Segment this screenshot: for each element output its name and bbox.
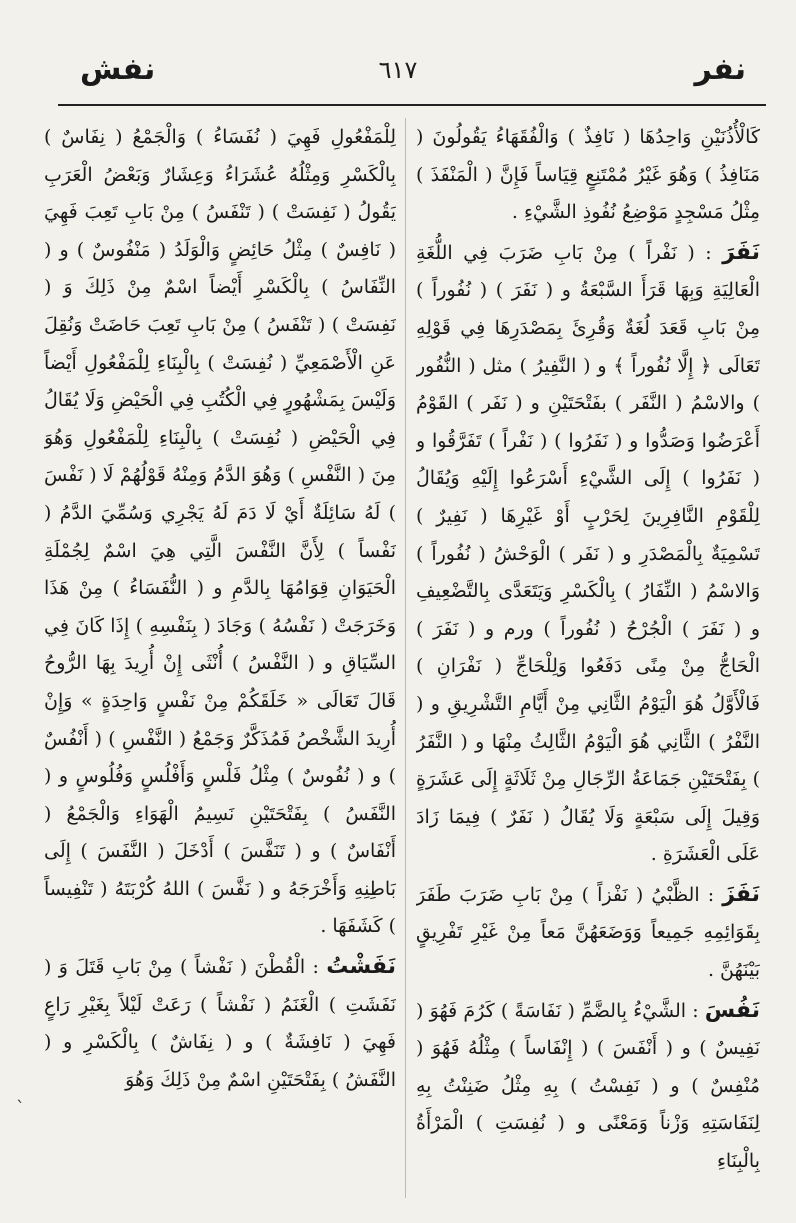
right-column <box>416 118 760 1198</box>
header-right-word: نفر <box>694 52 746 87</box>
entry-text: : الشَّيْءُ بِالضَّمِّ ( نَفَاسَةً ) كَرُمَ فَهُوَ ( نَفِيسٌ ) و ( أَنْفَسَ ) ( إِنْفَاساً ) مِثْلُهُ فَهُوَ ( مُنْفِسٌ ) و ( نَفِسْتُ ) بِهِ مِثْلُ ضَنِنْتُ بِهِ لِنَفَاسَتِهِ وَزْناً وَمَعْنًى و ( نُفِسَتِ ) الْمَرْأَةُ بِالْبِنَاءِ <box>416 999 760 1173</box>
page-number: ٦١٧ <box>378 56 418 84</box>
entry-text: : الْقُطْنَ ( نَفْشاً ) مِنْ بَابِ قَتَلَ وَ ( نَفَشَتِ ) الْغَنَمُ ( نَفْشاً ) رَعَتْ لَيْلاً بِغَيْرِ رَاعٍ فَهِيَ ( نَافِشَةٌ ) و ( نِفَاشٌ ) بِالْكَسْرِ و ( النَّفَشُ ) بِفَتْحَتَيْنِ اسْمٌ مِنْ ذَلِكَ وَهُوَ <box>44 956 396 1091</box>
entry-continuation <box>44 118 396 946</box>
entry-headword: نَفَزَ <box>722 881 760 907</box>
header-rule <box>58 104 766 106</box>
entry-headword: نَفُسَ <box>704 997 760 1023</box>
entry-nafara <box>416 234 760 874</box>
entry-text: لِلْمَفْعُولِ فَهِيَ ( نُفَسَاءُ ) وَالْجَمْعُ ( نِفَاسٌ ) بِالْكَسْرِ وَمِثْلُهُ عُشَرَاءُ وَعِشَارٌ وَبَعْضُ الْعَرَبِ يَقُولُ ( نَفِسَتْ ) ( تَنْفَسُ ) مِنْ بَابِ تَعِبَ فَهِيَ ( نَافِسٌ ) مِثْلُ حَائِضٍ وَالْوَلَدُ ( مَنْفُوسٌ ) و ( النِّفَاسُ ) بِالْكَسْرِ أَيْضاً اسْمٌ مِنْ ذَلِكَ وَ ( نَفِسَتْ ) ( تَنْفَسُ ) مِنْ بَابِ تَعِبَ حَاضَتْ وَنُقِلَ عَنِ الْأَصْمَعِيِّ ( نُفِسَتْ ) بِالْبِنَاءِ لِلْمَفْعُولِ أَيْضاً وَلَيْسَ بِمَشْهُورٍ فِي الْكُتُبِ فِي الْحَيْضِ وَلَا يُقَالُ فِي الْحَيْضِ ( نُفِسَتْ ) بِالْبِنَاءِ لِلْمَفْعُولِ وَهُوَ مِنَ ( النَّفْسِ ) وَهُوَ الدَّمُ وَمِنْهُ قَوْلُهُمْ لَا ( نَفْسَ ) لَهُ سَائِلَةٌ أَيْ لَا دَمَ لَهُ يَجْرِي وَسُمِّيَ الدَّمُ ( نَفْساً ) لِأَنَّ النَّفْسَ الَّتِي هِيَ اسْمٌ لِجُمْلَةِ الْحَيَوَانِ قِوَامُهَا بِالدَّمِ و ( النُّفَسَاءُ ) مِنْ هَذَا وَخَرَجَتْ ( نَفْسُهُ ) وَجَادَ ( بِنَفْسِهِ ) إِذَا كَانَ فِي السِّيَاقِ و ( النَّفْسُ ) أُنْثَى إِنْ أُرِيدَ بِهَا الرُّوحُ قَالَ تَعَالَى « خَلَقَكُمْ مِنْ نَفْسٍ وَاحِدَةٍ » وَإِنْ أُرِيدَ الشَّخْصُ فَمُذَكَّرٌ وَجَمْعُ ( النَّفْسِ ) ( أَنْفُسٌ ) و ( نُفُوسٌ ) مِثْلُ فَلْسٍ وَأَفْلُسٍ وَفُلُوسٍ و ( النَّفَسُ ) بِفَتْحَتَيْنِ نَسِيمُ الْهَوَاءِ وَالْجَمْعُ ( أَنْفَاسٌ ) و ( تَنَفَّسَ ) أَدْخَلَ ( النَّفَسَ ) إِلَى بَاطِنِهِ وَأَخْرَجَهُ و ( نَفَّسَ ) اللهُ كُرْبَتَهُ ( تَنْفِيساً ) كَشَفَهَا . <box>44 126 396 938</box>
column-divider <box>405 118 406 1198</box>
margin-mark: ` <box>16 1098 25 1119</box>
left-column <box>44 118 396 1198</box>
entry-text: : الظَّبْيُ ( نَفْزاً ) مِنْ بَابِ ضَرَبَ طَفَرَ بِقَوَائِمِهِ جَمِيعاً وَوَضَعَهُنَّ مَعاً مِنْ غَيْرِ تَفْرِيقٍ بَيْنَهُنَّ . <box>416 883 760 982</box>
header-left-word: نفش <box>80 52 156 87</box>
running-header <box>40 52 756 96</box>
entry-headword: نَفَرَ <box>722 239 760 265</box>
entry-text: كَالْأُذُنَيْنِ وَاحِدُهَا ( نَافِذٌ ) وَالْفُقَهَاءُ يَقُولُونَ ( مَنَافِذُ ) وَهُوَ غَيْرُ مُمْتَنِعٍ قِيَاساً فَإِنَّ ( الْمَنْفَذَ ) مِثْلُ مَسْجِدٍ مَوْضِعُ نُفُوذِ الشَّيْءِ . <box>416 126 760 224</box>
entry-headword: نَفَشْتُ <box>326 954 396 980</box>
entry-text: : ( نَفْراً ) مِنْ بَابِ ضَرَبَ فِي اللُّغَةِ الْعَالِيَةِ وَبِهَا قَرَأَ السَّبْعَةُ و ( نَفَرَ ) ( نُفُوراً ) مِنْ بَابِ قَعَدَ لُغَةٌ وَقُرِئَ بِمَصْدَرِهَا فِي قَوْلِهِ تَعَالَى ﴿ إِلَّا نُفُوراً ﴾ و ( النَّفِيرُ ) مثل ( النُّفُور ) والاسْمُ ( النَّفَر ) بفَتْحَتَيْنِ و ( نَفَر ) القَوْمُ أَعْرَضُوا وَصَدُّوا و ( نَفَرُوا ) ( نَفْراً ) تَفَرَّقُوا و ( نَفَرُوا ) إِلَى الشَّيْءِ أَسْرَعُوا إِلَيْهِ وَيُقَالُ لِلْقَوْمِ النَّافِرِينَ لِحَرْبٍ أَوْ غَيْرِهَا ( نَفِيرٌ ) تَسْمِيَةٌ بِالْمَصْدَرِ و ( نَفَر ) الْوَحْشُ ( نُفُوراً ) وَالاسْمُ ( النِّفَارُ ) بِالْكَسْرِ وَيَتَعَدَّى بِالتَّضْعِيفِ و ( نَفَرَ ) الْجُرْحُ ( نُفُوراً ) ورم و ( نَفَرَ ) الْحَاجُّ مِنْ مِنًى دَفَعُوا وَلِلْحَاجِّ ( نَفْرَانِ ) فَالْأَوَّلُ هُوَ الْيَوْمُ الثَّانِي مِنْ أَيَّامِ التَّشْرِيقِ و ( النَّفْرُ ) الثَّانِي هُوَ الْيَوْمُ الثَّالِثُ مِنْهَا و ( النَّفَرُ ) بِفَتْحَتَيْنِ جَمَاعَةُ الرِّجَالِ مِنْ ثَلَاثَةٍ إِلَى عَشَرَةٍ وَقِيلَ إِلَى سَبْعَةٍ وَلَا يُقَالُ ( نَفَرٌ ) فِيمَا زَادَ عَلَى الْعَشَرَةِ . <box>416 241 760 866</box>
entry-nafashtu <box>44 948 396 1099</box>
entry-nafusa <box>416 992 760 1181</box>
entry-nafaza <box>416 876 760 990</box>
entry-continuation <box>416 118 760 232</box>
